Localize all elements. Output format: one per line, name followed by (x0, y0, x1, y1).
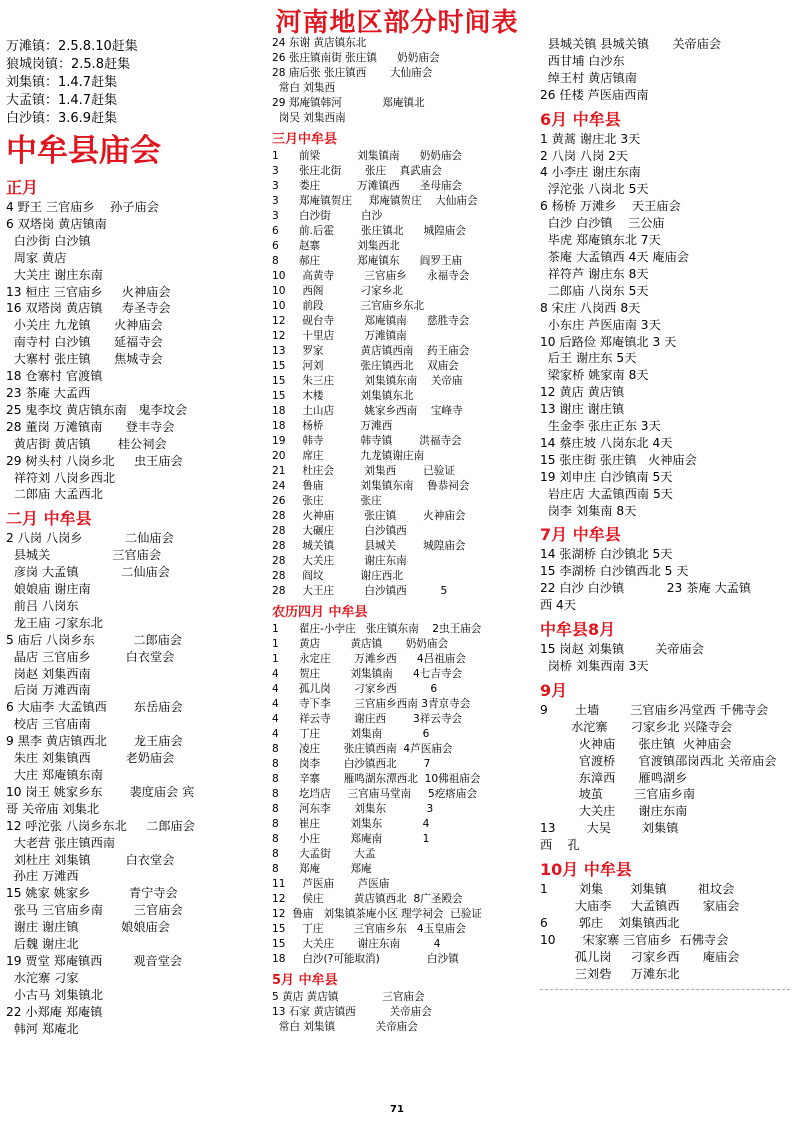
market-days (6, 38, 268, 128)
schedule-line: 9 黑李 黄店镇西北 龙王庙会 (6, 734, 183, 749)
schedule-line: 28 大关庄 谢庄东南 (272, 555, 407, 567)
section-heading: 9月 (540, 680, 568, 700)
schedule-line: 小关庄 九龙镇 火神庙会 (6, 318, 163, 333)
schedule-line: 大庙李 大孟镇西 家庙会 (540, 898, 740, 913)
schedule-line: 12 砚台寺 郑庵镇南 慈胜寺会 (272, 315, 470, 327)
schedule-line: 10 宋家寨 三官庙乡 石佛寺会 (540, 932, 729, 947)
schedule-line: 大寨村 张庄镇 焦城寺会 (6, 352, 163, 367)
schedule-line: 6 双塔岗 黄店镇南 (6, 216, 107, 231)
schedule-line: 15 大关庄 谢庄东南 4 (272, 938, 441, 950)
schedule-line: 19 贾堂 郑庵镇西 观音堂会 (6, 953, 183, 968)
schedule-line: 28 城关镇 县城关 城隍庙会 (272, 540, 466, 552)
schedule-line: 5 黄店 黄店镇 三官庙会 (272, 991, 425, 1003)
schedule-line: 13 桓庄 三官庙乡 火神庙会 (6, 284, 171, 299)
schedule-line: 4 寺下李 三官庙乡西南 3青京寺会 (272, 698, 471, 710)
section-heading: 7月 中牟县 (540, 525, 621, 545)
schedule-line: 岗赵 刘集西南 (6, 666, 91, 681)
schedule-line: 娘娘庙 谢庄南 (6, 582, 91, 597)
schedule-line: 1 黄蒿 谢庄北 3天 (540, 131, 641, 146)
schedule-line: 13 谢庄 谢庄镇 (540, 402, 625, 417)
schedule-line: 12 鲁庙 刘集镇茶庵小区 理学祠会 已验证 (272, 908, 482, 920)
schedule-line: 11 芦医庙 芦医庙 (272, 878, 390, 890)
schedule-line: 大庄 郑庵镇东南 (6, 768, 103, 782)
schedule-line: 1 前梁 刘集镇南 奶奶庙会 (272, 150, 463, 162)
schedule-line: 黄店街 黄店镇 桂公祠会 (6, 436, 167, 451)
schedule-line: 28 董岗 万滩镇南 登丰寺会 (6, 419, 175, 434)
schedule-line: 20 席庄 九龙镇谢庄南 (272, 450, 425, 462)
schedule-line: 彦岗 大孟镇 二仙庙会 (6, 565, 170, 580)
schedule-line: 大关庄 谢庄东南 (540, 804, 688, 819)
schedule-line: 西甘埔 白沙东 (540, 53, 625, 68)
schedule-line: 24 东谢 黄店镇东北 (272, 37, 367, 49)
schedule-line: 常白 刘集镇 关帝庙会 (272, 1021, 418, 1033)
schedule-line: 2 八岗 八岗 2天 (540, 148, 629, 163)
schedule-line: 10 前段 三官庙乡东北 (272, 300, 425, 312)
schedule-line: 小东庄 芦医庙南 3天 (540, 317, 661, 332)
schedule-line: 14 张湖桥 白沙镇北 5天 (540, 547, 673, 562)
schedule-line: 8 大孟街 大孟 (272, 848, 376, 860)
schedule-line: 26 任楼 芦医庙西南 (540, 87, 649, 102)
schedule-line: 6 前.后霍 张庄镇北 城隍庙会 (272, 225, 466, 237)
schedule-line: 3 郑庵镇贺庄 郑庵镇贺庄 大仙庙会 (272, 195, 478, 207)
schedule-line: 火神庙 张庄镇 火神庙会 (540, 736, 732, 751)
schedule-line: 22 小郑庵 郑庵镇 (6, 1004, 103, 1019)
schedule-line: 1 永定庄 万滩乡西 4吕祖庙会 (272, 653, 466, 665)
schedule-line: 8 郑庵 郑庵 (272, 863, 372, 875)
schedule-line: 1 刘集 刘集镇 祖坟会 (540, 882, 735, 897)
schedule-line: 23 茶庵 大孟西 (6, 385, 91, 400)
section-heading: 三月中牟县 (272, 132, 338, 147)
schedule-line: 19 刘申庄 白沙镇南 5天 (540, 469, 673, 484)
schedule-line: 后王 谢庄东 5天 (540, 351, 637, 366)
schedule-line: 梁家桥 姚家南 8天 (540, 368, 649, 383)
schedule-line: 龙王庙 刁家东北 (6, 615, 103, 630)
schedule-line: 10 高黄寺 三官庙乡 永福寺会 (272, 270, 470, 282)
schedule-line: 刘杜庄 刘集镇 白衣堂会 (6, 852, 175, 867)
schedule-line: 15 朱三庄 刘集镇东南 关帝庙 (272, 375, 463, 387)
schedule-line: 18 仓寨村 官渡镇 (6, 369, 103, 384)
schedule-line: 西 4天 (540, 598, 577, 613)
column-right (540, 36, 790, 994)
schedule-line: 岗吴 刘集西南 (272, 112, 346, 124)
schedule-line: 12 侯庄 黄店镇西北 8广圣殿会 (272, 893, 463, 905)
schedule-line: 13 大吴 刘集镇 (540, 821, 679, 836)
schedule-line: 4 贺庄 刘集镇南 4七吉寺会 (272, 668, 463, 680)
section-heading: 中牟县8月 (540, 620, 616, 640)
schedule-line: 东漳西 雁鸣湖乡 (540, 770, 688, 785)
schedule-line: 张马 三官庙乡南 三官庙会 (6, 903, 183, 918)
schedule-line: 坡茧 三官庙乡南 (540, 787, 696, 802)
schedule-line: 3 张庄北街 张庄 真武庙会 (272, 165, 442, 177)
schedule-line: 12 黄店 黄店镇 (540, 385, 625, 400)
schedule-line: 15 木楼 刘集镇东北 (272, 390, 414, 402)
schedule-line: 6 郭庄 刘集镇西北 (540, 915, 680, 930)
schedule-line: 15 张庄街 张庄镇 火神庙会 (540, 452, 697, 467)
county-heading: 中牟县庙会 (6, 133, 161, 169)
schedule-line: 岗李 刘集南 8天 (540, 503, 637, 518)
schedule-line: 校店 三官庙南 (6, 717, 91, 732)
schedule-line: 21 杜庄会 刘集西 已验证 (272, 465, 455, 477)
schedule-line: 28 阎坟 谢庄西北 (272, 570, 403, 582)
schedule-line: 浮沱张 八岗北 5天 (540, 182, 649, 197)
schedule-line: 12 呼沱张 八岗乡东北 二郎庙会 (6, 818, 195, 833)
schedule-line: 8 崔庄 刘集东 4 (272, 818, 430, 830)
divider (540, 989, 790, 990)
schedule-line: 15 丁庄 三官庙乡东 4玉皇庙会 (272, 923, 466, 935)
schedule-line: 8 宋庄 八岗西 8天 (540, 300, 641, 315)
schedule-line: 水沱寨 刁家乡北 兴隆寺会 (540, 719, 733, 734)
schedule-line: 孙庄 万滩西 (6, 869, 79, 884)
schedule-line: 祥符芦 谢庄东 8天 (540, 266, 649, 281)
schedule-line: 28 庙后张 张庄镇西 大仙庙会 (272, 67, 433, 79)
schedule-line: 韩河 郑庵北 (6, 1021, 79, 1036)
schedule-line: 茶庵 大孟镇西 4天 庵庙会 (540, 249, 689, 264)
schedule-line: 二郎庙 大孟西北 (6, 487, 103, 502)
market-day-line: 白沙镇：3.6.9赶集 (6, 111, 118, 126)
schedule-line: 28 大碾庄 白沙镇西 (272, 525, 407, 537)
schedule-line: 二郎庙 八岗东 5天 (540, 283, 649, 298)
market-day-line: 狼城岗镇：2.5.8赶集 (6, 57, 131, 72)
schedule-line: 4 祥云寺 谢庄西 3祥云寺会 (272, 713, 463, 725)
schedule-line: 29 树头村 八岗乡北 虫王庙会 (6, 453, 183, 468)
schedule-line: 谢庄 谢庄镇 娘娘庙会 (6, 920, 170, 935)
schedule-line: 1 黄店 黄店镇 奶奶庙会 (272, 638, 449, 650)
schedule-line: 28 火神庙 张庄镇 火神庙会 (272, 510, 466, 522)
schedule-line: 12 十里店 万滩镇南 (272, 330, 407, 342)
schedule-line: 6 大庙李 大孟镇西 东岳庙会 (6, 700, 183, 715)
schedule-line: 8 辛寨 雁鸣湖东潭西北 10佛祖庙会 (272, 773, 481, 785)
schedule-line: 9 土墙 三官庙乡冯堂西 千佛寺会 (540, 702, 769, 717)
schedule-line: 8 郝庄 郑庵镇东 阎罗王庙 (272, 255, 463, 267)
schedule-line: 4 丁庄 刘集南 6 (272, 728, 430, 740)
schedule-line: 白沙 白沙镇 三公庙 (540, 216, 665, 231)
schedule-line: 24 鲁庙 刘集镇东南 鲁恭祠会 (272, 480, 470, 492)
schedule-line: 13 罗家 黄店镇西南 药王庙会 (272, 345, 470, 357)
schedule-line: 6 杨桥 万滩乡 天王庙会 (540, 199, 681, 214)
section-heading: 10月 中牟县 (540, 860, 632, 880)
schedule-line: 后岗 万滩西南 (6, 683, 91, 698)
schedule-line: 29 郑庵镇韩河 郑庵镇北 (272, 97, 425, 109)
schedule-line: 水沱寨 刁家 (6, 970, 79, 985)
schedule-line: 前吕 八岗东 (6, 598, 79, 613)
schedule-line: 26 张庄镇南街 张庄镇 奶奶庙会 (272, 52, 440, 64)
schedule-line: 10 岗王 姚家乡东 裴度庙会 宾 (6, 784, 195, 799)
schedule-line: 15 岗赵 刘集镇 关帝庙会 (540, 642, 704, 657)
section-heading: 二月 中牟县 (6, 509, 92, 529)
page-number: 71 (390, 1104, 404, 1115)
schedule-line: 6 赵寨 刘集西北 (272, 240, 400, 252)
schedule-line: 19 韩寺 韩寺镇 洪福寺会 (272, 435, 462, 447)
market-day-line: 万滩镇：2.5.8.10赶集 (6, 39, 138, 54)
section-heading: 农历四月 中牟县 (272, 605, 368, 620)
schedule-line: 晶店 三官庙乡 白衣堂会 (6, 649, 175, 664)
schedule-line: 1 翟庄-小孛庄 张庄镇东南 2虫王庙会 (272, 623, 482, 635)
schedule-line: 8 凌庄 张庄镇西南 4芦医庙会 (272, 743, 453, 755)
schedule-line: 16 双塔岗 黄店镇 寿圣寺会 (6, 301, 171, 316)
schedule-line: 生金李 张庄正东 3天 (540, 419, 661, 434)
schedule-line: 18 白沙(?可能取消) 白沙镇 (272, 953, 459, 965)
schedule-line: 大关庄 谢庄东南 (6, 267, 103, 282)
section-heading: 正月 (6, 178, 39, 197)
schedule-line: 三刘砦 万滩东北 (540, 966, 680, 981)
schedule-line: 22 白沙 白沙镇 23 茶庵 大孟镇 (540, 581, 752, 596)
schedule-line: 县城关 三官庙会 (6, 548, 162, 563)
schedule-line: 哥 关帝庙 刘集北 (6, 801, 100, 816)
schedule-line: 3 白沙街 白沙 (272, 210, 383, 222)
schedule-line: 岩庄店 大孟镇西南 5天 (540, 486, 673, 501)
schedule-line: 南寺村 白沙镇 延福寺会 (6, 335, 163, 350)
schedule-line: 县城关镇 县城关镇 关帝庙会 (540, 37, 722, 51)
section-heading: 6月 中牟县 (540, 109, 621, 129)
schedule-line: 祥符刘 八岗乡西北 (6, 470, 116, 485)
schedule-line: 8 河东李 刘集东 3 (272, 803, 434, 815)
schedule-line: 西 孔 (540, 838, 580, 853)
schedule-line: 15 河刘 张庄镇西北 双庙会 (272, 360, 459, 372)
schedule-line: 官渡桥 官渡镇邵岗西北 关帝庙会 (540, 753, 777, 768)
page-title: 河南地区部分时间表 (275, 8, 519, 38)
schedule-line: 5 庙后 八岗乡东 二郎庙会 (6, 632, 183, 647)
schedule-line: 28 大王庄 白沙镇西 5 (272, 585, 448, 597)
schedule-line: 岗桥 刘集西南 3天 (540, 659, 649, 673)
schedule-line: 白沙街 白沙镇 (6, 233, 91, 248)
section-heading: 5月 中牟县 (272, 973, 338, 988)
schedule-line: 14 蔡庄坡 八岗东北 4天 (540, 435, 673, 450)
column-left (6, 38, 268, 1038)
schedule-line: 4 小李庄 谢庄东南 (540, 165, 641, 180)
schedule-line: 8 圪垱店 三官庙马堂南 5疙瘩庙会 (272, 788, 478, 800)
schedule-line: 小古马 刘集镇北 (6, 987, 103, 1002)
market-day-line: 刘集镇：1.4.7赶集 (6, 75, 118, 90)
schedule-line: 毕虎 郑庵镇东北 7天 (540, 233, 661, 248)
schedule-line: 15 姚家 姚家乡 青宁寺会 (6, 886, 178, 901)
schedule-line: 15 李湖桥 白沙镇西北 5 天 (540, 564, 689, 579)
schedule-line: 13 石家 黄店镇西 关帝庙会 (272, 1006, 432, 1018)
market-day-line: 大孟镇：1.4.7赶集 (6, 93, 118, 108)
schedule-line: 18 土山店 姚家乡西南 宝峰寺 (272, 405, 463, 417)
schedule-line: 后魏 谢庄北 (6, 937, 79, 952)
schedule-line: 18 杨桥 万滩西 (272, 420, 393, 432)
schedule-line: 孤儿岗 刁家乡西 庵庙会 (540, 949, 740, 964)
schedule-line: 绰王村 黄店镇南 (540, 70, 637, 85)
schedule-line: 大老营 张庄镇西南 (6, 835, 116, 850)
schedule-line: 朱庄 刘集镇西 老奶庙会 (6, 751, 175, 766)
schedule-line: 10 西阁 刁家乡北 (272, 285, 403, 297)
schedule-line: 4 野王 三官庙乡 孙子庙会 (6, 200, 159, 214)
column-middle (272, 36, 534, 1035)
schedule-line: 26 张庄 张庄 (272, 495, 382, 507)
schedule-line: 25 鬼李坟 黄店镇东南 鬼李坟会 (6, 402, 188, 417)
schedule-line: 3 娄庄 万滩镇西 圣母庙会 (272, 180, 463, 192)
schedule-line: 周家 黄店 (6, 250, 67, 265)
schedule-line: 8 小庄 郑庵南 1 (272, 833, 430, 845)
schedule-line: 常白 刘集西 (272, 82, 336, 94)
schedule-line: 2 八岗 八岗乡 二仙庙会 (6, 531, 174, 546)
schedule-line: 8 岗李 白沙镇西北 7 (272, 758, 431, 770)
schedule-line: 4 孤儿岗 刁家乡西 6 (272, 683, 438, 695)
schedule-line: 10 后路俭 郑庵镇北 3 天 (540, 334, 677, 349)
